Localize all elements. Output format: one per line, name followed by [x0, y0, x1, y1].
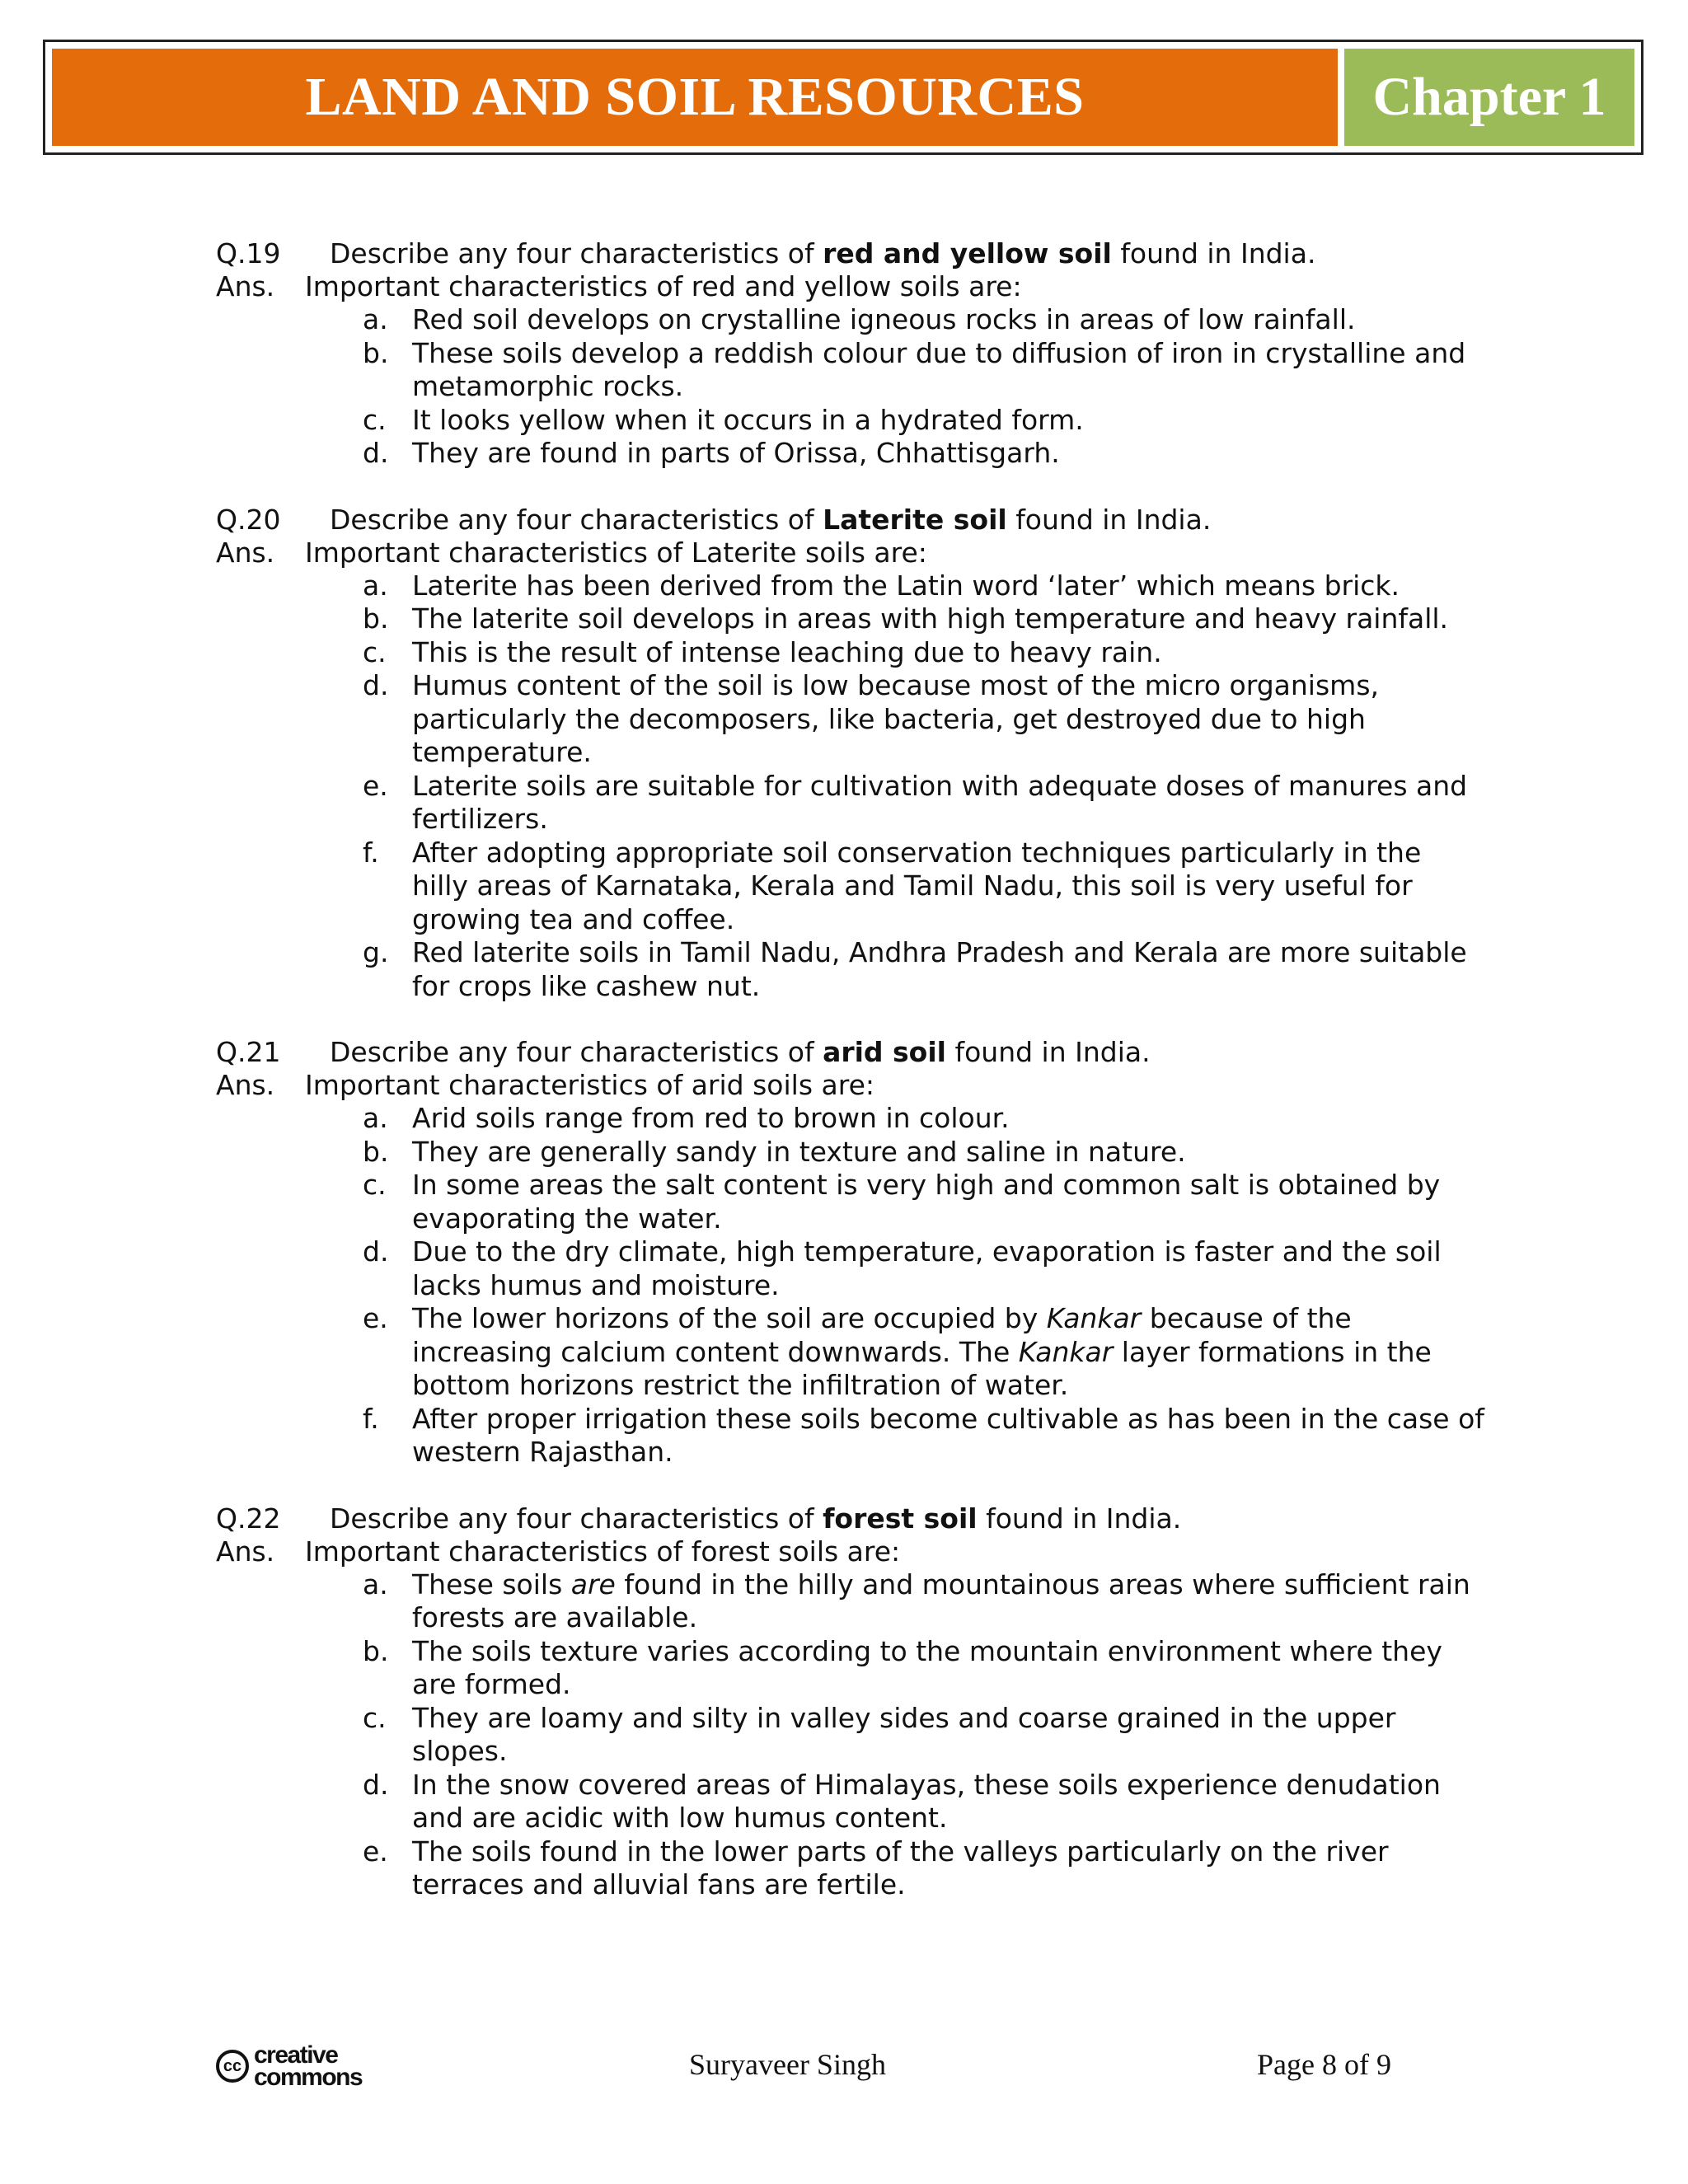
list-marker: c.	[363, 403, 387, 436]
list-marker: b.	[363, 602, 389, 635]
answer-list	[216, 1102, 1485, 1469]
list-marker: g.	[363, 936, 389, 968]
list-item-text: Humus content of the soil is low because most of the micro organisms, particularly the decomposers, like bacteria, get destroyed due to high temperature.	[412, 669, 1379, 768]
list-marker: b.	[363, 1135, 389, 1168]
answer-intro: Important characteristics of forest soils are:	[305, 1535, 901, 1568]
question-keyword: red and yellow soil	[823, 237, 1112, 269]
question-number: Q.21	[216, 1036, 281, 1068]
list-item-text: After adopting appropriate soil conservation techniques particularly in the hilly areas of Karnataka, Kerala and Tamil Nadu, this soil is very useful for growing tea and coffee.	[412, 836, 1422, 935]
list-item-text: In some areas the salt content is very high and common salt is obtained by evaporating the water.	[412, 1169, 1441, 1235]
answer-line	[216, 537, 1485, 569]
question-number: Q.22	[216, 1502, 281, 1535]
list-item	[363, 1136, 1485, 1169]
list-item-text: Due to the dry climate, high temperature, evaporation is faster and the soil lacks humus and moisture.	[412, 1235, 1442, 1301]
list-item	[363, 1302, 1485, 1403]
page-number: Page 8 of 9	[1257, 2048, 1391, 2081]
list-item	[363, 636, 1485, 670]
question-block	[216, 504, 1485, 1004]
header-title: LAND AND SOIL RESOURCES	[52, 49, 1338, 146]
list-item	[363, 1769, 1485, 1835]
list-marker: e.	[363, 1302, 388, 1334]
list-item	[363, 569, 1485, 603]
list-item-text: The laterite soil develops in areas with high temperature and heavy rainfall.	[412, 602, 1449, 635]
question-keyword: Laterite soil	[823, 503, 1007, 536]
list-marker: a.	[363, 569, 388, 602]
list-marker: d.	[363, 1235, 389, 1268]
list-item-text: The lower horizons of the soil are occupied by Kankar because of the increasing calcium content downwards. The Kankar layer formations in the bottom horizons restrict the infiltration of water.	[412, 1302, 1432, 1401]
list-marker: a.	[363, 1102, 388, 1134]
list-marker: c.	[363, 1169, 387, 1201]
chapter-label: Chapter 1	[1344, 49, 1634, 146]
list-item-text: This is the result of intense leaching due to heavy rain.	[412, 635, 1162, 668]
question-line	[216, 237, 1485, 270]
question-block	[216, 237, 1485, 471]
list-item-text: The soils texture varies according to the mountain environment where they are formed.	[412, 1634, 1442, 1700]
list-item-text: Red laterite soils in Tamil Nadu, Andhra Pradesh and Kerala are more suitable for crops like cashew nut.	[412, 936, 1467, 1002]
question-line	[216, 1036, 1485, 1069]
answer-intro: Important characteristics of red and yellow soils are:	[305, 270, 1022, 302]
list-item	[363, 303, 1485, 337]
list-item-text: Arid soils range from red to brown in colour.	[412, 1102, 1010, 1134]
list-item	[363, 837, 1485, 937]
answer-intro: Important characteristics of arid soils are:	[305, 1069, 874, 1101]
answer-label: Ans.	[216, 1535, 275, 1568]
answer-label: Ans.	[216, 536, 275, 569]
question-text: Describe any four characteristics of Laterite soil found in India.	[330, 503, 1212, 536]
list-item	[363, 437, 1485, 471]
list-marker: e.	[363, 769, 388, 802]
list-item	[363, 1403, 1485, 1469]
answer-label: Ans.	[216, 270, 275, 302]
list-item	[363, 337, 1485, 404]
question-keyword: arid soil	[823, 1036, 946, 1068]
list-marker: a.	[363, 303, 388, 335]
list-marker: b.	[363, 336, 389, 369]
answer-line	[216, 1069, 1485, 1102]
list-item	[363, 1102, 1485, 1136]
answer-list	[216, 569, 1485, 1004]
list-item	[363, 1835, 1485, 1902]
list-item-text: They are generally sandy in texture and saline in nature.	[412, 1135, 1186, 1168]
answer-label: Ans.	[216, 1069, 275, 1101]
list-item-text: After proper irrigation these soils become cultivable as has been in the case of western Rajasthan.	[412, 1402, 1484, 1468]
list-marker: f.	[363, 1402, 379, 1435]
question-line	[216, 1502, 1485, 1535]
list-item-text: Laterite soils are suitable for cultivation with adequate doses of manures and fertilizers.	[412, 769, 1468, 835]
list-item-text: It looks yellow when it occurs in a hydrated form.	[412, 403, 1084, 436]
list-item-text: These soils develop a reddish colour due to diffusion of iron in crystalline and metamorphic rocks.	[412, 336, 1466, 402]
list-item-text: The soils found in the lower parts of the valleys particularly on the river terraces and alluvial fans are fertile.	[412, 1835, 1389, 1900]
list-marker: d.	[363, 1768, 389, 1801]
cc-wordmark: creative commons	[254, 2041, 363, 2091]
answer-line	[216, 1535, 1485, 1568]
list-marker: b.	[363, 1634, 389, 1667]
answer-line	[216, 270, 1485, 303]
creative-commons-logo	[216, 2041, 363, 2091]
cc-icon: cc	[216, 2050, 249, 2083]
footer-author: Suryaveer Singh	[689, 2048, 886, 2081]
list-item	[363, 770, 1485, 837]
question-number: Q.19	[216, 237, 281, 269]
question-line	[216, 504, 1485, 537]
question-keyword: forest soil	[823, 1502, 978, 1535]
list-item	[363, 936, 1485, 1003]
answer-intro: Important characteristics of Laterite soils are:	[305, 536, 927, 569]
list-marker: c.	[363, 635, 387, 668]
document-body	[216, 237, 1485, 1935]
list-item-text: These soils are found in the hilly and mountainous areas where sufficient rain forests are available.	[412, 1568, 1470, 1633]
question-text: Describe any four characteristics of forest soil found in India.	[330, 1502, 1182, 1535]
list-marker: a.	[363, 1568, 388, 1601]
list-item-text: Laterite has been derived from the Latin word ‘later’ which means brick.	[412, 569, 1400, 602]
answer-list	[216, 1568, 1485, 1902]
list-marker: d.	[363, 669, 389, 701]
list-item	[363, 404, 1485, 438]
list-item-text: In the snow covered areas of Himalayas, these soils experience denudation and are acidic with low humus content.	[412, 1768, 1441, 1834]
list-marker: d.	[363, 437, 389, 469]
list-marker: c.	[363, 1701, 387, 1734]
list-item	[363, 669, 1485, 770]
list-item-text: Red soil develops on crystalline igneous rocks in areas of low rainfall.	[412, 303, 1356, 335]
list-item	[363, 602, 1485, 636]
question-block	[216, 1502, 1485, 1902]
list-item-text: They are loamy and silty in valley sides and coarse grained in the upper slopes.	[412, 1701, 1396, 1767]
question-text: Describe any four characteristics of red and yellow soil found in India.	[330, 237, 1316, 269]
chapter-header	[43, 40, 1643, 155]
list-item	[363, 1702, 1485, 1769]
question-text: Describe any four characteristics of arid soil found in India.	[330, 1036, 1151, 1068]
question-number: Q.20	[216, 503, 281, 536]
list-marker: f.	[363, 836, 379, 869]
question-block	[216, 1036, 1485, 1469]
list-item-text: They are found in parts of Orissa, Chhattisgarh.	[412, 437, 1060, 469]
list-marker: e.	[363, 1835, 388, 1868]
list-item	[363, 1235, 1485, 1302]
list-item	[363, 1568, 1485, 1635]
answer-list	[216, 303, 1485, 471]
list-item	[363, 1169, 1485, 1235]
list-item	[363, 1635, 1485, 1702]
